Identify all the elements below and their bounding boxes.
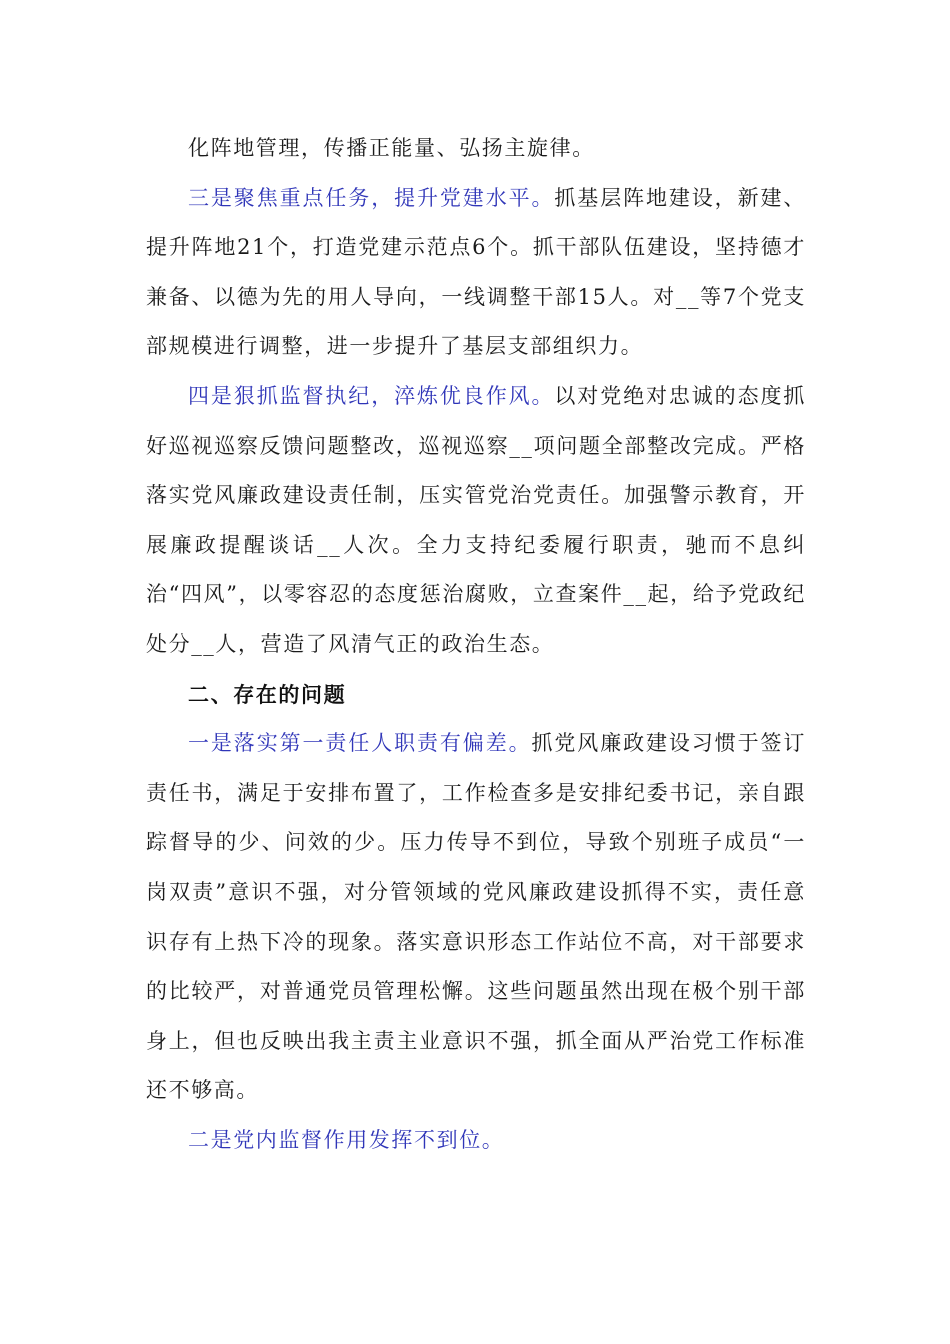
paragraph-lead: 三是聚焦重点任务，提升党建水平。 (188, 185, 555, 210)
paragraph-lead: 四是狠抓监督执纪，淬炼优良作风。 (188, 383, 555, 408)
paragraph-focus-tasks (146, 174, 806, 372)
paragraph-supervision (146, 372, 806, 670)
paragraph-responsibility (146, 719, 806, 1116)
paragraph-continuation (146, 124, 806, 174)
paragraph-oversight (146, 1116, 806, 1166)
paragraph-lead: 一是落实第一责任人职责有偏差。 (188, 731, 532, 756)
paragraph-text: 化阵地管理，传播正能量、弘扬主旋律。 (188, 136, 595, 160)
paragraph-body: 以对党绝对忠诚的态度抓好巡视巡察反馈问题整改，巡视巡察__项问题全部整改完成。严格落实党风廉政建设责任制，压实管党治党责任。加强警示教育，开展廉政提醒谈话__人次。全力支持纪委履行职责，驰而不息纠治“四风”，以零容忍的态度惩治腐败，立查案件__起，给予党政纪处分__人，营造了风清气正的政治生态。 (146, 383, 806, 656)
paragraph-body: 抓党风廉政建设习惯于签订责任书，满足于安排布置了，工作检查多是安排纪委书记，亲自跟踪督导的少、问效的少。压力传导不到位，导致个别班子成员“一岗双责”意识不强，对分管领域的党风廉政建设抓得不实，责任意识存有上热下冷的现象。落实意识形态工作站位不高，对干部要求的比较严，对普通党员管理松懈。这些问题虽然出现在极个别干部身上，但也反映出我主责主业意识不强，抓全面从严治党工作标准还不够高。 (146, 731, 806, 1103)
paragraph-lead: 二是党内监督作用发挥不到位。 (188, 1127, 505, 1152)
document-page (146, 124, 806, 1165)
paragraph-body: 抓基层阵地建设，新建、提升阵地21个，打造党建示范点6个。抓干部队伍建设，坚持德才兼备、以德为先的用人导向，一线调整干部15人。对__等7个党支部规模进行调整，进一步提升了基层支部组织力。 (146, 185, 806, 359)
section-heading: 二、存在的问题 (188, 681, 347, 707)
